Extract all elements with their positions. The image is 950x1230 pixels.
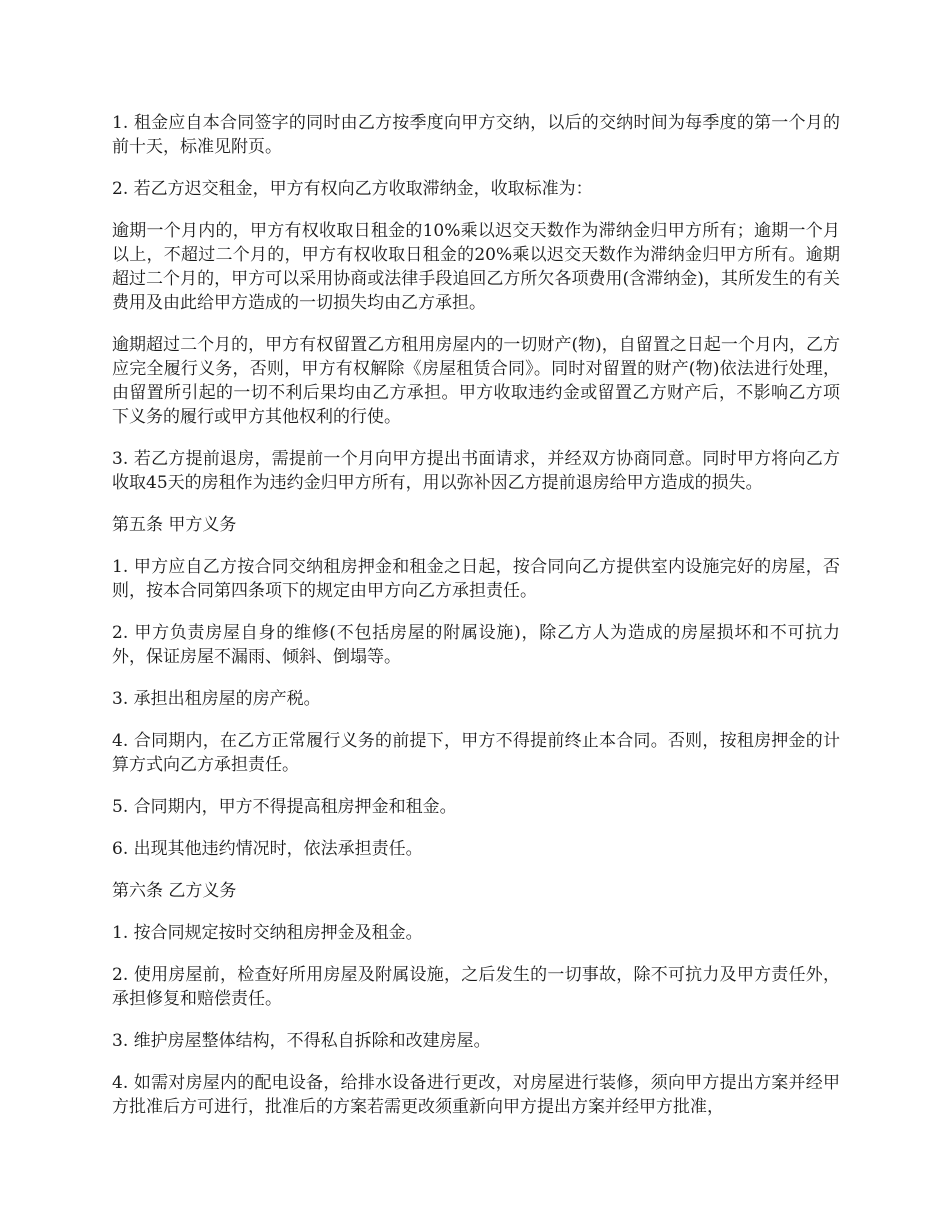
paragraph-late-fee-rates: 逾期一个月内的，甲方有权收取日租金的10%乘以迟交天数作为滞纳金归甲方所有；逾期一个月以上，不超过二个月的，甲方有权收取日租金的20%乘以迟交天数作为滞纳金归甲方所有。逾期超过二个月的，甲方可以采用协商或法律手段追回乙方所欠各项费用(含滞纳金)，其所发生的有关费用及由此给甲方造成的一切损失均由乙方承担。 [112,221,840,313]
paragraph-landlord-duty-6: 6. 出现其他违约情况时，依法承担责任。 [112,839,423,859]
section-heading-article-5: 第五条 甲方义务 [112,515,237,535]
paragraph-tenant-duty-3: 3. 维护房屋整体结构，不得私自拆除和改建房屋。 [112,1031,491,1051]
paragraph-tenant-duty-2: 2. 使用房屋前，检查好所用房屋及附属设施，之后发生的一切事故，除不可抗力及甲方责任外，承担修复和赔偿责任。 [112,965,840,1009]
paragraph-landlord-duty-3: 3. 承担出租房屋的房产税。 [112,689,321,709]
section-heading-article-6: 第六条 乙方义务 [112,881,237,901]
paragraph-late-fee-intro: 2. 若乙方迟交租金，甲方有权向乙方收取滞纳金，收取标准为： [112,179,593,199]
paragraph-landlord-duty-2: 2. 甲方负责房屋自身的维修(不包括房屋的附属设施)，除乙方人为造成的房屋损坏和不可抗力外，保证房屋不漏雨、倾斜、倒塌等。 [112,623,840,667]
paragraph-rent-payment: 1. 租金应自本合同签字的同时由乙方按季度向甲方交纳，以后的交纳时间为每季度的第一个月的前十天，标准见附页。 [112,113,840,157]
paragraph-landlord-duty-1: 1. 甲方应自乙方按合同交纳租房押金和租金之日起，按合同向乙方提供室内设施完好的房屋，否则，按本合同第四条项下的规定由甲方向乙方承担责任。 [112,557,840,601]
paragraph-early-termination: 3. 若乙方提前退房，需提前一个月向甲方提出书面请求，并经双方协商同意。同时甲方将向乙方收取45天的房租作为违约金归甲方所有，用以弥补因乙方提前退房给甲方造成的损失。 [112,449,840,493]
paragraph-tenant-duty-1: 1. 按合同规定按时交纳租房押金及租金。 [112,923,423,943]
paragraph-landlord-duty-4: 4. 合同期内，在乙方正常履行义务的前提下，甲方不得提前终止本合同。否则，按租房押金的计算方式向乙方承担责任。 [112,731,840,775]
paragraph-landlord-duty-5: 5. 合同期内，甲方不得提高租房押金和租金。 [112,797,457,817]
paragraph-tenant-duty-4: 4. 如需对房屋内的配电设备，给排水设备进行更改，对房屋进行装修，须向甲方提出方案并经甲方批准后方可进行，批准后的方案若需更改须重新向甲方提出方案并经甲方批准， [112,1073,840,1117]
paragraph-lien-on-property: 逾期超过二个月的，甲方有权留置乙方租用房屋内的一切财产(物)，自留置之日起一个月内，乙方应完全履行义务，否则，甲方有权解除《房屋租赁合同》。同时对留置的财产(物)依法进行处理，由留置所引起的一切不利后果均由乙方承担。甲方收取违约金或留置乙方财产后，不影响乙方项下义务的履行或甲方其他权利的行使。 [112,335,840,427]
